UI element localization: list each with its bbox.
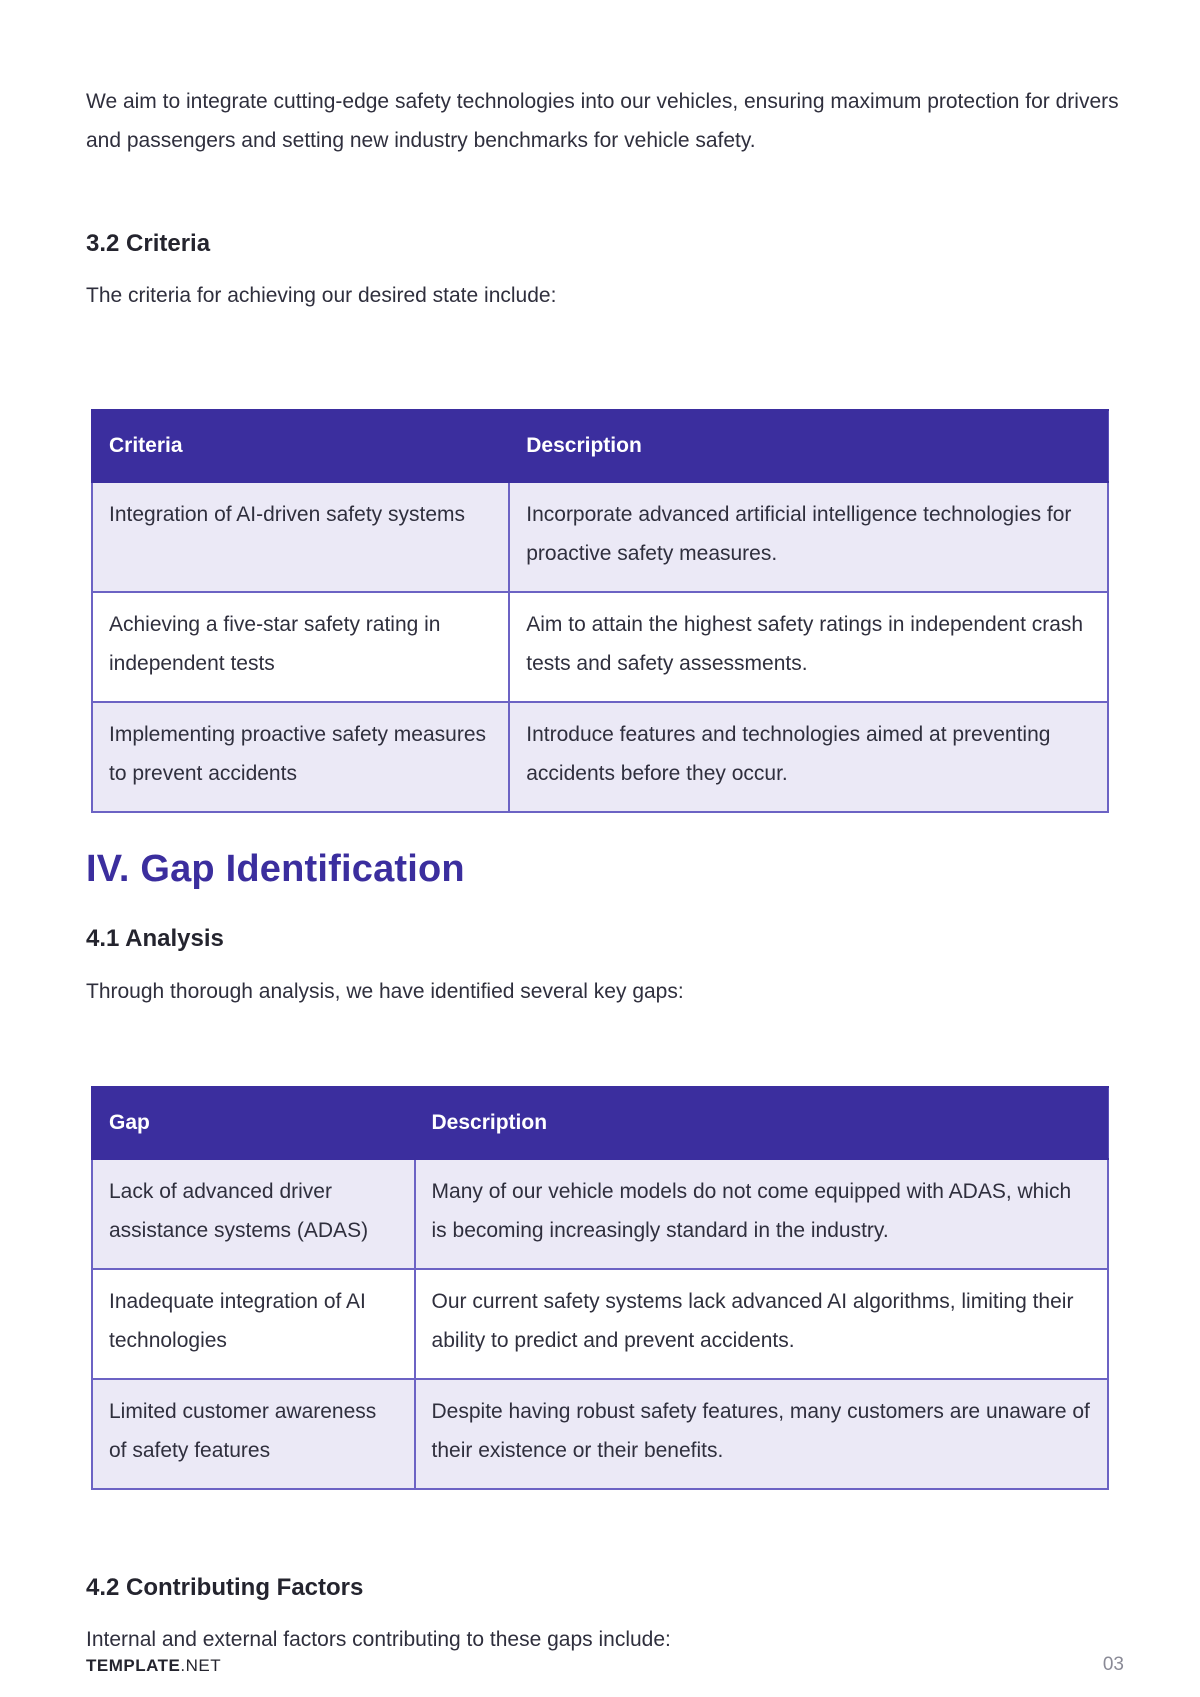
criteria-intro: The criteria for achieving our desired state include: — [86, 284, 557, 307]
logo-rest-text: .NET — [180, 1656, 222, 1675]
gap-identification-heading — [86, 848, 465, 891]
table-cell: Many of our vehicle models do not come equipped with ADAS, which is becoming increasingly standard in the industry. — [415, 1159, 1108, 1269]
contributing-factors-heading: 4.2 Contributing Factors — [86, 1574, 364, 1601]
table-header-row — [92, 1087, 1108, 1159]
intro-paragraph: We aim to integrate cutting-edge safety technologies into our vehicles, ensuring maximum protection for drivers and passengers and setting new industry benchmarks for vehicle safety. — [86, 90, 1119, 152]
table-cell: Our current safety systems lack advanced AI algorithms, limiting their ability to predict and prevent accidents. — [415, 1269, 1108, 1379]
heading-numeral: IV. — [86, 848, 130, 890]
column-header-description: Description — [415, 1087, 1108, 1159]
column-header-criteria: Criteria — [92, 410, 509, 482]
table-header-row — [92, 410, 1108, 482]
table-row — [92, 1379, 1108, 1489]
table-cell: Implementing proactive safety measures to prevent accidents — [92, 702, 509, 812]
contributing-factors-intro: Internal and external factors contributing to these gaps include: — [86, 1628, 671, 1651]
table-cell: Despite having robust safety features, many customers are unaware of their existence or their benefits. — [415, 1379, 1108, 1489]
table-cell: Aim to attain the highest safety ratings in independent crash tests and safety assessments. — [509, 592, 1108, 702]
table-cell: Lack of advanced driver assistance systems (ADAS) — [92, 1159, 415, 1269]
table-cell: Introduce features and technologies aimed at preventing accidents before they occur. — [509, 702, 1108, 812]
logo-strong-text: TEMPLATE — [86, 1656, 181, 1675]
page-number: 03 — [1102, 1654, 1124, 1675]
column-header-gap: Gap — [92, 1087, 415, 1159]
table-row — [92, 1269, 1108, 1379]
table-row — [92, 702, 1108, 812]
table-cell: Integration of AI-driven safety systems — [92, 482, 509, 592]
table-cell: Incorporate advanced artificial intelligence technologies for proactive safety measures. — [509, 482, 1108, 592]
template-net-logo[interactable] — [86, 1656, 221, 1676]
analysis-heading: 4.1 Analysis — [86, 925, 224, 952]
table-cell: Limited customer awareness of safety features — [92, 1379, 415, 1489]
heading-title: Gap Identification — [140, 848, 465, 890]
table-cell: Inadequate integration of AI technologies — [92, 1269, 415, 1379]
table-row — [92, 592, 1108, 702]
column-header-description: Description — [509, 410, 1108, 482]
table-row — [92, 1159, 1108, 1269]
criteria-heading: 3.2 Criteria — [86, 230, 211, 257]
table-cell: Achieving a five-star safety rating in independent tests — [92, 592, 509, 702]
criteria-table — [91, 409, 1109, 813]
table-row — [92, 482, 1108, 592]
gap-table — [91, 1086, 1109, 1490]
analysis-intro: Through thorough analysis, we have identified several key gaps: — [86, 980, 684, 1003]
